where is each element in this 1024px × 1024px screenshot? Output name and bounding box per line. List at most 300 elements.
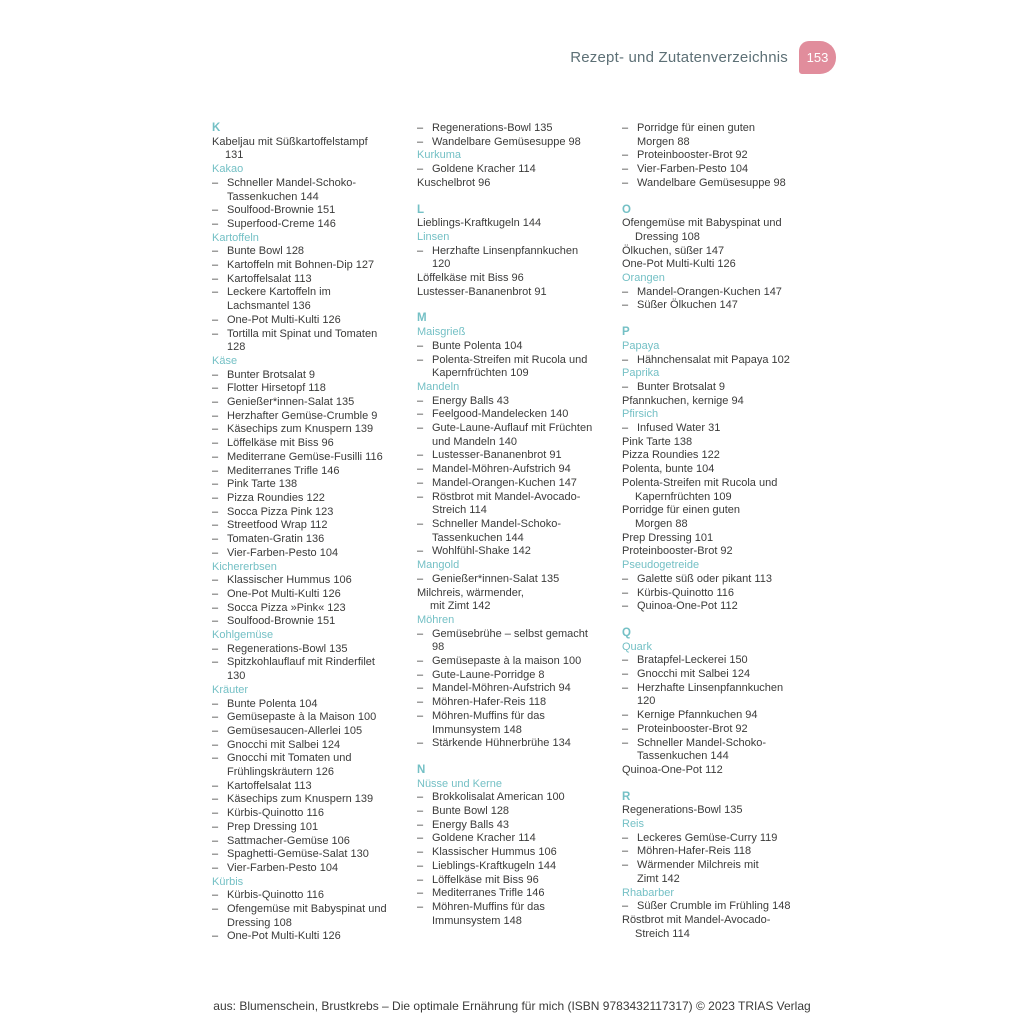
dash-icon: – [417,887,424,900]
index-entry [622,737,812,764]
entry-text: Goldene Kracher 114 [432,832,536,845]
ingredient-heading: Kartoffeln [212,231,259,244]
entry-text: Brokkolisalat American 100 [432,791,565,804]
ingredient-heading: Papaya [622,339,660,352]
index-entry [417,710,607,737]
ingredient-heading: Kräuter [212,683,249,696]
index-entry [622,832,812,846]
index-entry [417,286,607,300]
index-entry [212,698,402,712]
dash-icon: – [212,327,219,340]
index-entry [622,532,812,546]
dash-icon: – [417,832,424,845]
letter-heading: Q [622,626,631,639]
index-entry [622,149,812,163]
section-gap [622,313,812,326]
dash-icon: – [622,845,629,858]
dash-icon: – [622,572,629,585]
dash-icon: – [622,900,629,913]
letter-heading: L [417,203,425,216]
dash-icon: – [212,464,219,477]
dash-icon: – [417,163,424,176]
entry-text: Gute-Laune-Porridge 8 [432,668,545,681]
dash-icon: – [417,696,424,709]
entry-text: Löffelkäse mit Biss 96 [227,437,334,450]
index-entry [622,245,812,259]
dash-icon: – [212,546,219,559]
page-header [570,41,836,74]
entry-text: Goldene Kracher 114 [432,163,536,176]
index-entry [417,340,607,354]
dash-icon: – [622,380,629,393]
ingredient-heading: Quark [622,640,652,653]
entry-text: Soulfood-Brownie 151 [227,615,336,628]
entry-text: Möhren-Hafer-Reis 118 [432,696,547,709]
entry-text: Herzhafte Linsenpfannkuchen 120 [637,681,784,708]
dash-icon: – [212,752,219,765]
entry-text: Ofengemüse mit Babyspinat und Dressing 108 [227,903,387,929]
index-entry [212,423,402,437]
dash-icon: – [622,681,629,694]
entry-text: Socca Pizza Pink 123 [227,505,334,518]
dash-icon: – [212,533,219,546]
entry-text: Gnocchi mit Salbei 124 [227,738,341,751]
index-entry [622,449,812,463]
index-entry [212,588,402,602]
ingredient-heading: Käse [212,354,238,367]
entry-text: Bratapfel-Leckerei 150 [637,654,748,667]
dash-icon: – [212,834,219,847]
ingredient-heading: Linsen [417,230,450,243]
index-entry [417,545,607,559]
dash-icon: – [622,176,629,189]
dash-icon: – [212,505,219,518]
dash-icon: – [622,859,629,872]
entry-text: Kartoffelsalat 113 [227,272,312,285]
dash-icon: – [417,846,424,859]
letter-heading: M [417,312,427,325]
entry-text: Mandel-Möhren-Aufstrich 94 [432,463,571,476]
dash-icon: – [417,900,424,913]
entry-text: Pink Tarte 138 [227,478,298,491]
index-entry [622,422,812,436]
dash-icon: – [417,122,424,134]
entry-text: Feelgood-Mandelecken 140 [432,408,569,421]
index-entry [622,654,812,668]
entry-text: Löffelkäse mit Biss 96 [417,272,524,285]
index-entry [212,889,402,903]
ingredient-heading: Maisgrieß [417,326,466,339]
dash-icon: – [212,491,219,504]
entry-text: Bunte Polenta 104 [432,339,523,352]
entry-text: Porridge für einen guten Morgen 88 [637,122,756,148]
entry-text: Ofengemüse mit Babyspinat und Dressing 108 [622,217,782,243]
index-entry [212,369,402,383]
section-gap [622,778,812,791]
entry-text: Spaghetti-Gemüse-Salat 130 [227,848,369,861]
dash-icon: – [622,122,629,134]
entry-text: Milchreis, wärmender, mit Zimt 142 [417,586,524,613]
index-entry [417,655,607,669]
index-entry [212,492,402,506]
entry-text: Vier-Farben-Pesto 104 [637,163,749,176]
dash-icon: – [622,422,629,435]
index-entry [417,587,607,614]
index-entry [212,656,402,683]
index-entry [417,860,607,874]
letter-heading: K [212,122,221,134]
dash-icon: – [212,793,219,806]
dash-icon: – [212,697,219,710]
index-entry [417,696,607,710]
entry-text: Superfood-Creme 146 [227,217,336,230]
entry-text: Mediterrane Gemüse-Fusilli 116 [227,450,383,463]
index-column-2 [417,122,607,944]
index-entry [622,900,812,914]
dash-icon: – [417,394,424,407]
dash-icon: – [212,313,219,326]
index-columns [212,122,812,944]
entry-text: Polenta-Streifen mit Rucola und Kapernfrüchten 109 [432,353,588,380]
entry-text: One-Pot Multi-Kulti 126 [227,313,341,326]
dash-icon: – [212,204,219,217]
entry-text: Klassischer Hummus 106 [227,574,352,587]
entry-text: Süßer Crumble im Frühling 148 [637,900,791,913]
ingredient-heading: Kakao [212,163,244,176]
dash-icon: – [212,724,219,737]
entry-text: Schneller Mandel-Schoko- Tassenkuchen 144 [227,176,357,203]
dash-icon: – [212,820,219,833]
index-entry [212,506,402,520]
index-entry [417,819,607,833]
entry-text: Möhren-Hafer-Reis 118 [637,845,752,858]
entry-text: Bunte Bowl 128 [432,805,510,818]
entry-text: Wärmender Milchreis mit Zimt 142 [637,859,759,885]
section-gap [417,299,607,312]
entry-text: Wohlfühl-Shake 142 [432,545,531,558]
dash-icon: – [212,450,219,463]
entry-text: Ölkuchen, süßer 147 [622,244,725,257]
dash-icon: – [212,861,219,874]
dash-icon: – [212,903,219,916]
ingredient-heading: Rhabarber [622,886,674,899]
index-entry [417,477,607,491]
index-entry [212,821,402,835]
dash-icon: – [212,423,219,436]
index-entry [417,791,607,805]
dash-icon: – [212,738,219,751]
index-entry [417,422,607,449]
dash-icon: – [417,476,424,489]
entry-text: Genießer*innen-Salat 135 [432,572,560,585]
entry-text: Regenerations-Bowl 135 [227,642,348,655]
dash-icon: – [212,656,219,669]
dash-icon: – [417,655,424,668]
index-entry [622,668,812,682]
index-entry [622,764,812,778]
entry-text: Socca Pizza »Pink« 123 [227,601,346,614]
index-entry [417,245,607,272]
source-credit: aus: Blumenschein, Brustkrebs – Die optimale Ernährung für mich (ISBN 9783432117317) © 2023 TRIAS Verlag [213,999,811,1013]
dash-icon: – [212,245,219,258]
index-column-1 [212,122,402,944]
dash-icon: – [212,217,219,230]
index-entry [212,273,402,287]
dash-icon: – [212,889,219,902]
index-entry [212,643,402,657]
dash-icon: – [417,422,424,435]
entry-text: Spitzkohlauflauf mit Rinderfilet 130 [227,656,375,683]
entry-text: Mandel-Orangen-Kuchen 147 [432,476,577,489]
index-entry [212,793,402,807]
entry-text: Pizza Roundies 122 [227,491,325,504]
dash-icon: – [212,272,219,285]
index-entry [622,600,812,614]
index-entry [212,739,402,753]
dash-icon: – [212,382,219,395]
index-entry [212,725,402,739]
dash-icon: – [212,779,219,792]
entry-text: Kürbis-Quinotto 116 [637,586,735,599]
entry-text: Käsechips zum Knuspern 139 [227,793,374,806]
index-entry [417,682,607,696]
entry-text: Regenerations-Bowl 135 [622,804,743,817]
index-entry [212,862,402,876]
entry-text: Polenta, bunte 104 [622,463,715,476]
entry-text: Kartoffelsalat 113 [227,779,312,792]
index-entry [417,395,607,409]
entry-text: Kürbis-Quinotto 116 [227,807,325,820]
dash-icon: – [212,711,219,724]
dash-icon: – [622,654,629,667]
page-number: 153 [806,50,829,65]
ingredient-heading: Kürbis [212,875,244,888]
entry-text: Porridge für einen guten Morgen 88 [622,504,741,530]
entry-text: Infused Water 31 [637,422,721,435]
index-entry [212,396,402,410]
index-entry [212,259,402,273]
dash-icon: – [212,368,219,381]
index-column-3 [622,122,812,944]
index-entry [212,437,402,451]
index-entry [212,314,402,328]
entry-text: Prep Dressing 101 [227,820,319,833]
dash-icon: – [212,642,219,655]
index-entry [212,245,402,259]
entry-text: Regenerations-Bowl 135 [432,122,553,134]
dash-icon: – [417,737,424,750]
index-entry [212,615,402,629]
ingredient-heading: Mandeln [417,380,460,393]
index-entry [212,835,402,849]
entry-text: Tomaten-Gratin 136 [227,533,325,546]
dash-icon: – [417,791,424,804]
index-entry [622,463,812,477]
entry-text: Bunter Brotsalat 9 [637,380,726,393]
dash-icon: – [417,135,424,148]
index-entry [417,669,607,683]
index-entry [622,163,812,177]
entry-text: Klassischer Hummus 106 [432,846,557,859]
dash-icon: – [212,176,219,189]
entry-text: Bunter Brotsalat 9 [227,368,316,381]
dash-icon: – [417,859,424,872]
entry-text: Möhren-Muffins für das Immunsystem 148 [432,709,545,736]
entry-text: Mediterranes Trifle 146 [432,887,545,900]
entry-text: Pink Tarte 138 [622,435,693,448]
entry-text: Polenta-Streifen mit Rucola und Kapernfrüchten 109 [622,476,778,503]
index-entry [212,328,402,355]
entry-text: Gnocchi mit Tomaten und Frühlingskräutern 126 [227,752,352,779]
entry-text: Gemüsepaste à la Maison 100 [227,711,377,724]
entry-text: Kartoffeln mit Bohnen-Dip 127 [227,259,375,272]
entry-text: Pfannkuchen, kernige 94 [622,394,744,407]
entry-text: Energy Balls 43 [432,818,510,831]
index-entry [417,846,607,860]
index-entry [212,519,402,533]
index-entry [417,408,607,422]
dash-icon: – [212,396,219,409]
index-entry [212,574,402,588]
index-entry [622,587,812,601]
index-entry [417,122,607,136]
index-entry [212,533,402,547]
index-entry [212,807,402,821]
entry-text: One-Pot Multi-Kulti 126 [227,587,341,600]
dash-icon: – [622,149,629,162]
dash-icon: – [417,353,424,366]
index-entry [622,914,812,941]
index-entry [622,217,812,244]
dash-icon: – [212,478,219,491]
dash-icon: – [417,545,424,558]
index-entry [622,477,812,504]
index-entry [212,218,402,232]
ingredient-heading: Kurkuma [417,149,462,162]
entry-text: Gemüsepaste à la maison 100 [432,655,582,668]
dash-icon: – [622,668,629,681]
dash-icon: – [212,286,219,299]
index-entry [417,272,607,286]
dash-icon: – [417,408,424,421]
entry-text: Hähnchensalat mit Papaya 102 [637,353,790,366]
entry-text: Wandelbare Gemüsesuppe 98 [432,135,581,148]
entry-text: Leckeres Gemüse-Curry 119 [637,831,778,844]
section-gap [417,191,607,204]
entry-text: Käsechips zum Knuspern 139 [227,423,374,436]
index-entry [622,845,812,859]
index-entry [622,573,812,587]
page-footer [0,999,1024,1013]
entry-text: Kernige Pfannkuchen 94 [637,709,758,722]
section-gap [622,191,812,204]
dash-icon: – [417,668,424,681]
entry-text: Galette süß oder pikant 113 [637,572,772,585]
entry-text: Lustesser-Bananenbrot 91 [417,285,547,298]
entry-text: Tortilla mit Spinat und Tomaten 128 [227,327,378,354]
entry-text: Stärkende Hühnerbrühe 134 [432,737,571,750]
section-gap [622,614,812,627]
page-title: Rezept- und Zutatenverzeichnis [570,49,788,66]
section-gap [417,751,607,764]
dash-icon: – [212,409,219,422]
index-entry [212,478,402,492]
entry-text: Sattmacher-Gemüse 106 [227,834,350,847]
ingredient-heading: Möhren [417,613,455,626]
index-entry [417,491,607,518]
dash-icon: – [212,930,219,943]
letter-heading: R [622,790,631,803]
dash-icon: – [417,449,424,462]
dash-icon: – [417,627,424,640]
dash-icon: – [622,163,629,176]
index-entry [417,518,607,545]
index-entry [622,299,812,313]
index-entry [622,177,812,191]
entry-text: Vier-Farben-Pesto 104 [227,861,339,874]
entry-text: Proteinbooster-Brot 92 [622,545,733,558]
entry-text: Kuschelbrot 96 [417,176,491,189]
index-entry [622,682,812,709]
index-entry [212,903,402,930]
index-entry [417,177,607,191]
index-entry [212,848,402,862]
dash-icon: – [622,600,629,613]
entry-text: Pizza Roundies 122 [622,449,720,462]
index-entry [622,286,812,300]
dash-icon: – [417,244,424,257]
entry-text: Prep Dressing 101 [622,531,714,544]
index-entry [212,465,402,479]
entry-text: Flotter Hirsetopf 118 [227,382,326,395]
dash-icon: – [622,831,629,844]
ingredient-heading: Orangen [622,272,665,285]
entry-text: Gute-Laune-Auflauf mit Früchten und Mandeln 140 [432,422,593,448]
entry-text: Bunte Bowl 128 [227,245,305,258]
dash-icon: – [417,490,424,503]
letter-heading: O [622,203,631,216]
dash-icon: – [417,682,424,695]
dash-icon: – [417,818,424,831]
index-entry [417,163,607,177]
entry-text: Herzhafter Gemüse-Crumble 9 [227,409,378,422]
dash-icon: – [212,587,219,600]
index-entry [417,463,607,477]
ingredient-heading: Kohlgemüse [212,629,274,642]
index-entry [622,354,812,368]
index-entry [212,136,402,163]
dash-icon: – [622,722,629,735]
index-entry [622,804,812,818]
index-entry [212,382,402,396]
dash-icon: – [212,807,219,820]
entry-text: Mandel-Möhren-Aufstrich 94 [432,682,571,695]
ingredient-heading: Pfirsich [622,408,659,421]
dash-icon: – [212,601,219,614]
index-entry [212,780,402,794]
dash-icon: – [417,339,424,352]
entry-text: Wandelbare Gemüsesuppe 98 [637,176,786,189]
ingredient-heading: Nüsse und Kerne [417,777,502,790]
entry-text: Vier-Farben-Pesto 104 [227,546,339,559]
dash-icon: – [417,805,424,818]
index-entry [417,354,607,381]
entry-text: Röstbrot mit Mandel-Avocado- Streich 114 [622,913,771,940]
entry-text: Genießer*innen-Salat 135 [227,396,355,409]
index-entry [212,451,402,465]
entry-text: One-Pot Multi-Kulti 126 [227,930,341,943]
dash-icon: – [622,353,629,366]
